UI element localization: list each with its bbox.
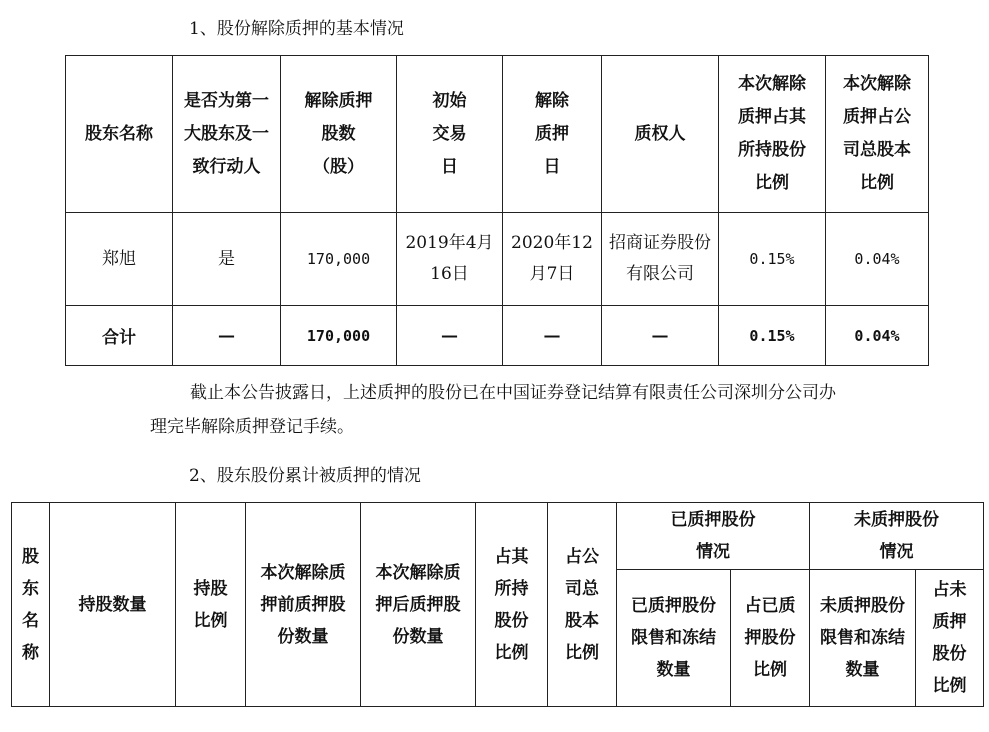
header-unpledged-restricted: 未质押股份限售和冻结数量 (810, 570, 916, 707)
cell-total-release-date: — (503, 306, 602, 366)
header-unpledged-ratio: 占未质押股份比例 (916, 570, 984, 707)
table-total-row (66, 306, 929, 366)
disclosure-paragraph: 截止本公告披露日，上述质押的股份已在中国证券登记结算有限责任公司深圳分公司办理完毕解除质押登记手续。 (150, 383, 836, 437)
header-pledged-after: 本次解除质押后质押股份数量 (361, 503, 476, 707)
header-unpledged-group: 未质押股份情况 (810, 503, 984, 570)
header-holding-ratio: 持股比例 (176, 503, 246, 707)
table-header-row-top (12, 503, 984, 570)
header-shareholder-name: 股东名称 (12, 503, 50, 707)
cell-initial-date: 2019年4月16日 (397, 213, 503, 306)
header-pct-total: 占公司总股本比例 (548, 503, 617, 707)
cumulative-pledge-table (11, 502, 984, 707)
header-pct-own-holdings: 本次解除质押占其所持股份比例 (719, 56, 826, 213)
header-pledged-ratio: 占已质押股份比例 (731, 570, 810, 707)
cell-total-pct-own: 0.15% (719, 306, 826, 366)
cell-total-is-major: — (173, 306, 281, 366)
header-pledgee: 质权人 (602, 56, 719, 213)
cell-is-major: 是 (173, 213, 281, 306)
header-is-major-shareholder: 是否为第一大股东及一致行动人 (173, 56, 281, 213)
header-release-date: 解除质押日 (503, 56, 602, 213)
cell-name: 郑旭 (66, 213, 173, 306)
header-initial-trade-date: 初始交易日 (397, 56, 503, 213)
table-row (66, 213, 929, 306)
section2-heading: 2、股东股份累计被质押的情况 (189, 466, 421, 486)
header-pct-own: 占其所持股份比例 (476, 503, 548, 707)
header-pledged-before: 本次解除质押前质押股份数量 (246, 503, 361, 707)
header-released-shares: 解除质押股数（股） (281, 56, 397, 213)
cell-pct-total: 0.04% (826, 213, 929, 306)
header-pct-total-shares: 本次解除质押占公司总股本比例 (826, 56, 929, 213)
table-header-row (66, 56, 929, 213)
release-pledge-table (65, 55, 929, 366)
cell-release-date: 2020年12月7日 (503, 213, 602, 306)
cell-total-initial-date: — (397, 306, 503, 366)
cell-total-pledgee: — (602, 306, 719, 366)
cell-total-shares: 170,000 (281, 306, 397, 366)
cell-total-pct-total: 0.04% (826, 306, 929, 366)
cell-total-label: 合计 (66, 306, 173, 366)
cell-shares: 170,000 (281, 213, 397, 306)
cell-pct-own: 0.15% (719, 213, 826, 306)
header-pledged-restricted: 已质押股份限售和冻结数量 (617, 570, 731, 707)
section1-heading: 1、股份解除质押的基本情况 (189, 19, 404, 39)
header-pledged-group: 已质押股份情况 (617, 503, 810, 570)
cell-pledgee: 招商证券股份有限公司 (602, 213, 719, 306)
header-shareholder-name: 股东名称 (66, 56, 173, 213)
header-holdings: 持股数量 (50, 503, 176, 707)
